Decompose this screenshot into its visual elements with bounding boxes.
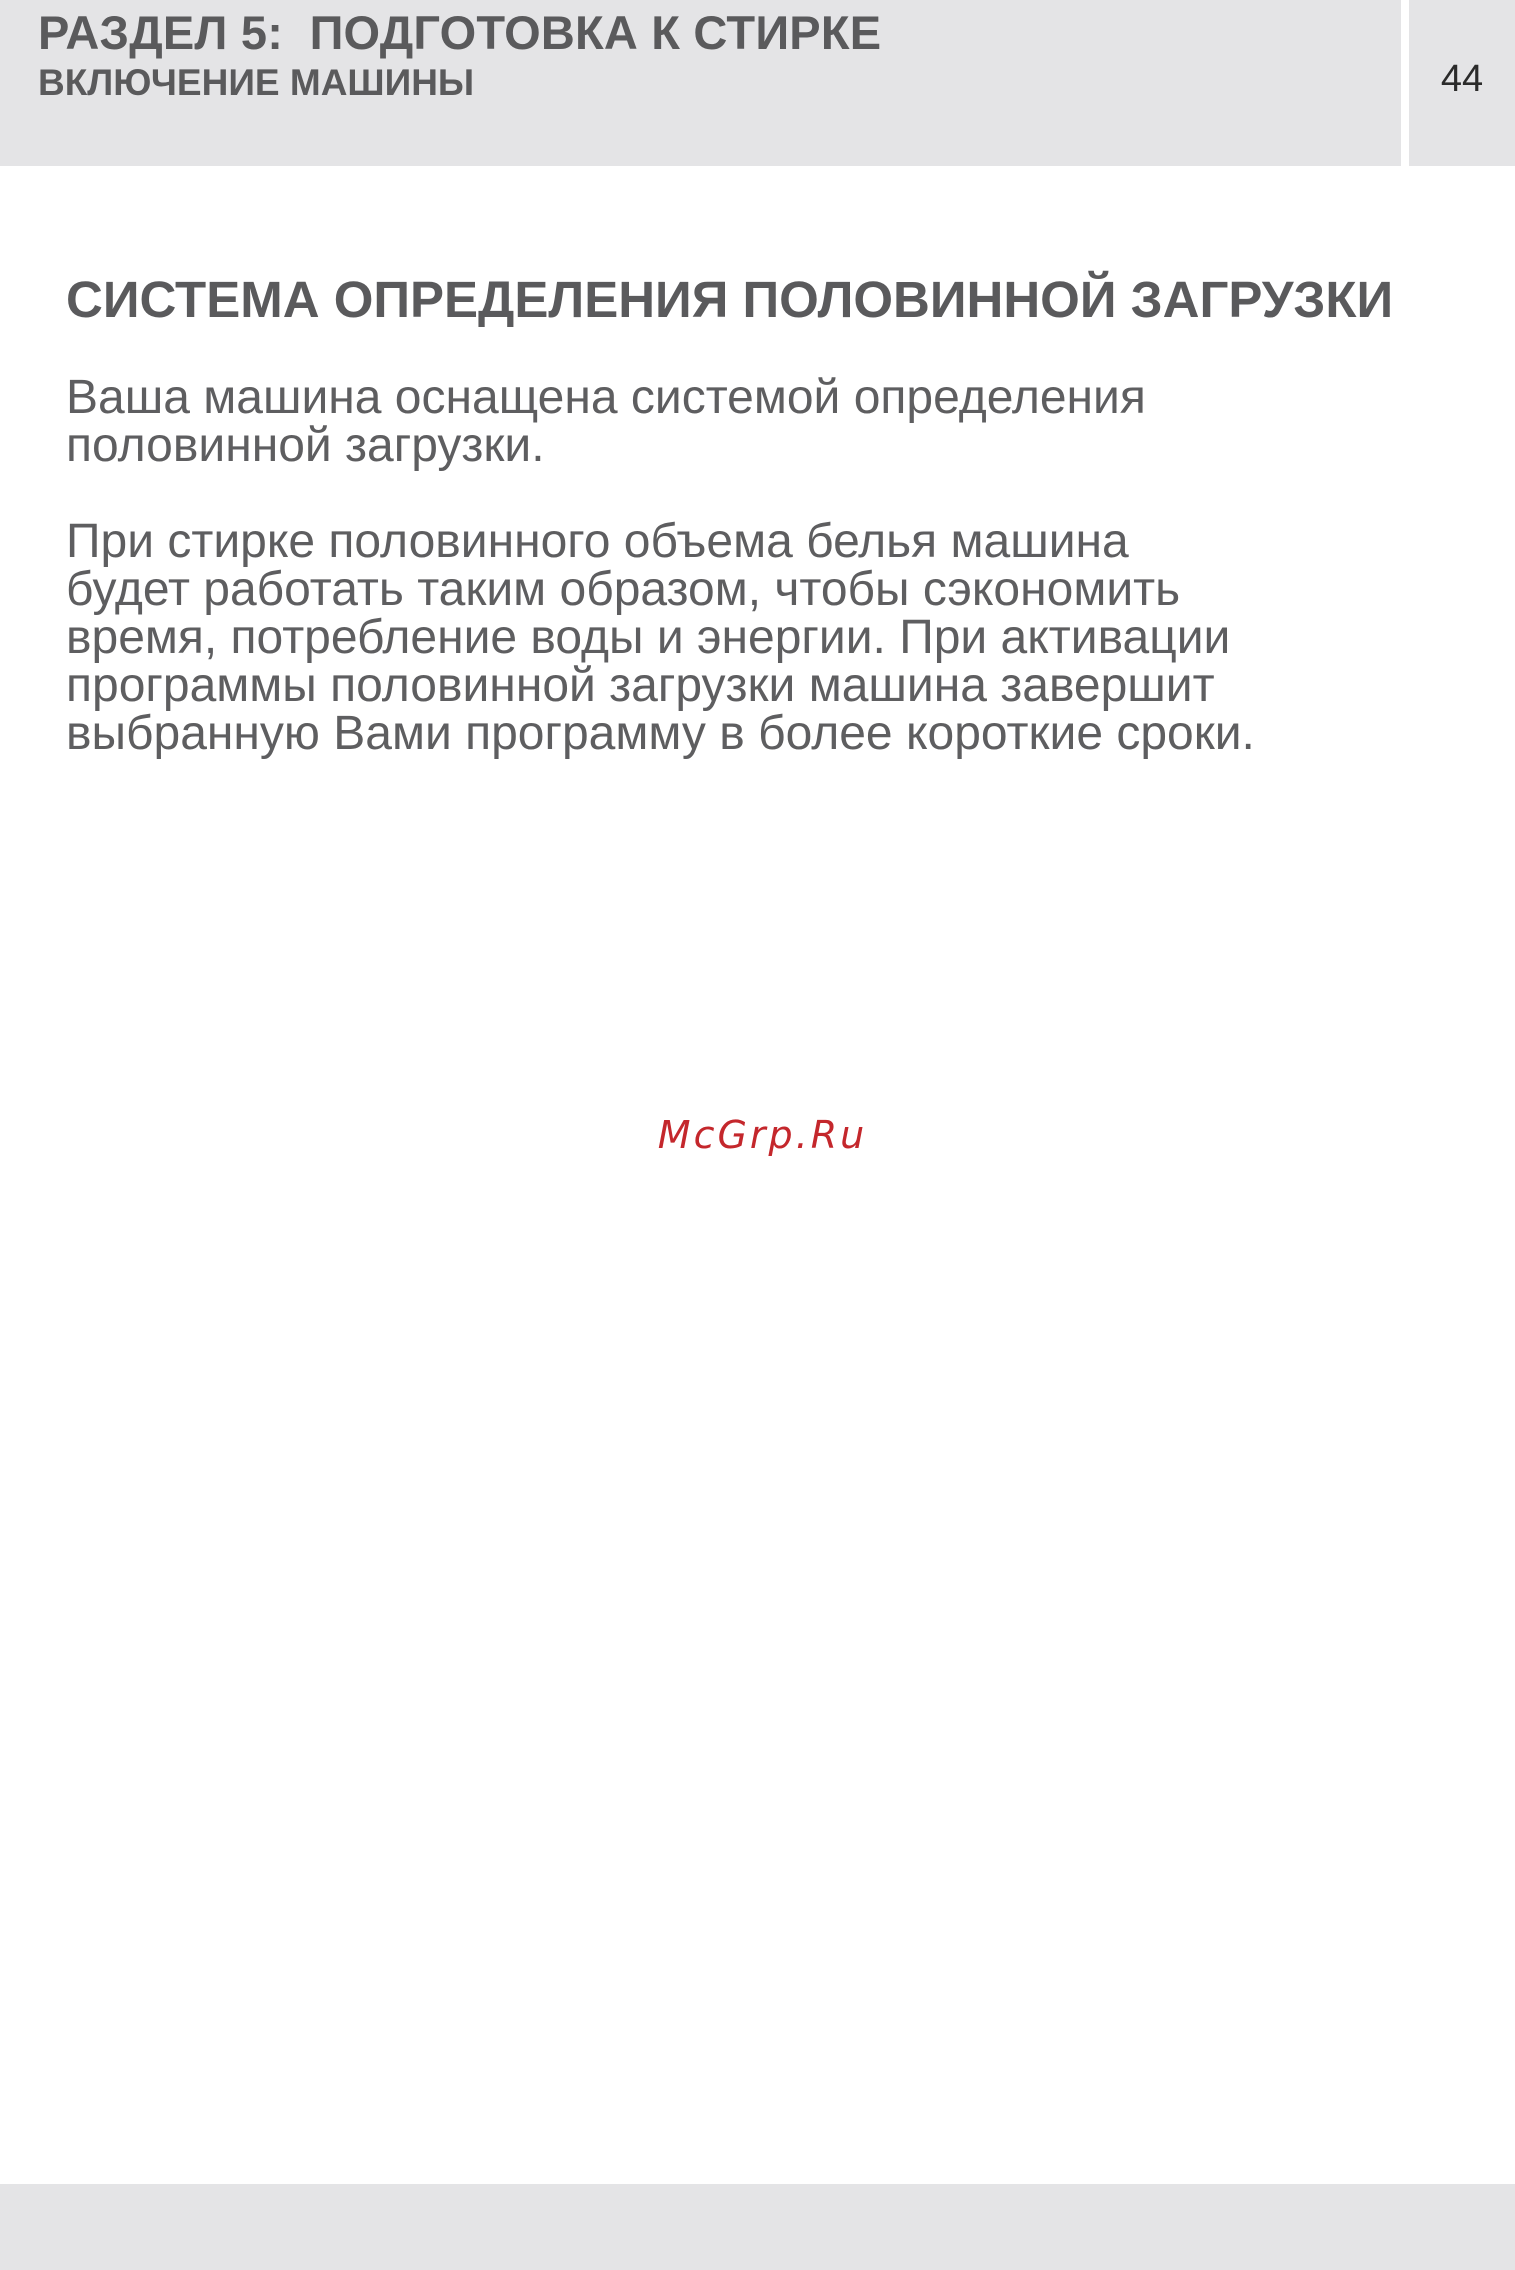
page-number: 44 (1440, 58, 1484, 100)
paragraph-intro (66, 371, 1466, 472)
watermark: McGrp.Ru (657, 1113, 868, 1157)
footer-bar (0, 2184, 1515, 2270)
paragraph-line: программы половинной загрузки машина завершит (66, 659, 1215, 712)
paragraph-line: время, потребление воды и энергии. При активации (66, 611, 1231, 664)
paragraph-details (66, 515, 1466, 760)
paragraph-line: выбранную Вами программу в более короткие сроки. (66, 707, 1255, 760)
content-heading: СИСТЕМА ОПРЕДЕЛЕНИЯ ПОЛОВИННОЙ ЗАГРУЗКИ (66, 271, 1394, 328)
paragraph-line: половинной загрузки. (66, 419, 545, 472)
section-title: РАЗДЕЛ 5: ПОДГОТОВКА К СТИРКЕ (38, 6, 882, 59)
paragraph-line: При стирке половинного объема белья машина (66, 515, 1129, 568)
paragraph-line: будет работать таким образом, чтобы сэкономить (66, 563, 1181, 616)
header-bar (0, 0, 1401, 166)
paragraph-line: Ваша машина оснащена системой определения (66, 371, 1146, 424)
section-subtitle: ВКЛЮЧЕНИЕ МАШИНЫ (38, 62, 475, 103)
